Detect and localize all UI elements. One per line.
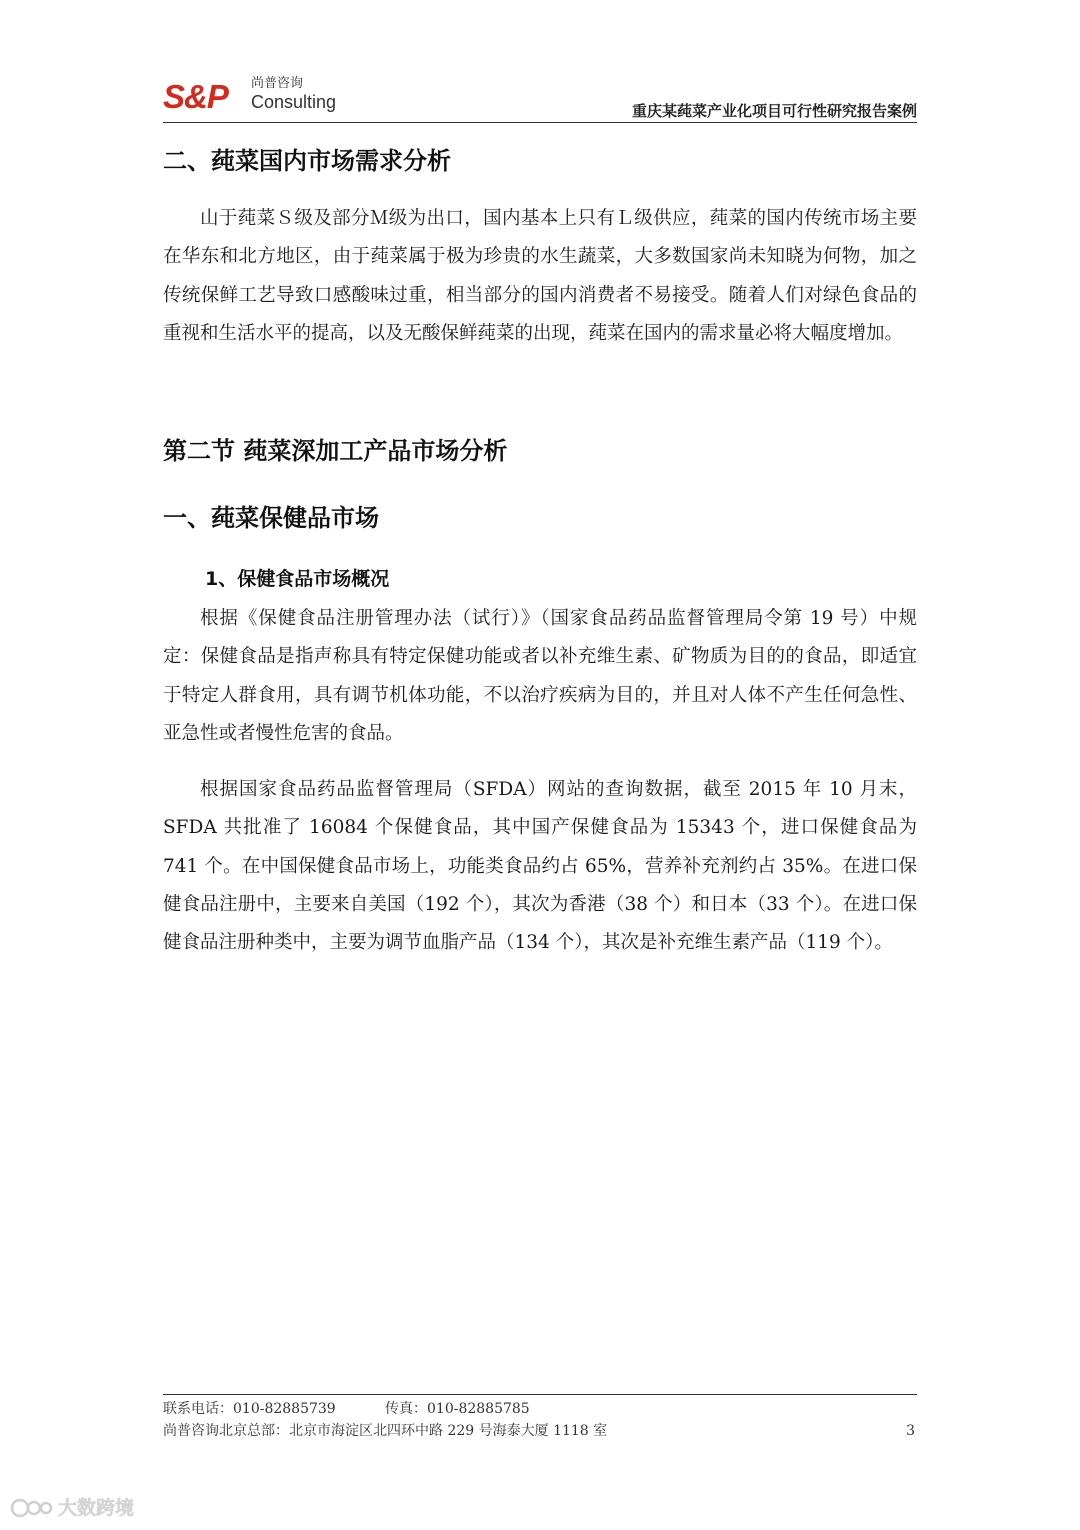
sp-consulting-logo (163, 76, 363, 116)
chapter-heading: 第二节 莼菜深加工产品市场分析 (163, 437, 508, 465)
page-number: 3 (906, 1423, 915, 1439)
footer-phone: 联系电话：010-82885739 (163, 1401, 336, 1417)
footer-fax: 传真：010-82885785 (385, 1401, 530, 1417)
header-divider (163, 122, 917, 123)
footer-divider (163, 1394, 917, 1395)
watermark-text: 大数跨境 (58, 1497, 135, 1519)
logo-chinese-name: 尚普咨询 (251, 76, 304, 91)
section-heading-health-products: 一、莼菜保健品市场 (163, 504, 379, 532)
paragraph-sfda-data: 根据国家食品药品监督管理局（SFDA）网站的查询数据，截至 2015 年 10 月末，SFDA 共批准了 16084 个保健食品，其中国产保健食品为 15343 个，进口保健食品为 741 个。在中国保健食品市场上，功能类食品约占 65%，营养补充剂约占 35%。在进口保健食品注册中，主要来自美国（192 个），其次为香港（38 个）和日本（33 个）。在进口保健食品注册种类中，主要为调节血脂产品（134 个），其次是补充维生素产品（119 个）。 (163, 779, 917, 954)
watermark (10, 1495, 160, 1521)
section-heading-domestic-demand: 二、莼菜国内市场需求分析 (163, 147, 451, 175)
report-title: 重庆某莼菜产业化项目可行性研究报告案例 (631, 102, 917, 120)
footer-address: 尚普咨询北京总部：北京市海淀区北四环中路 229 号海泰大厦 1118 室 (163, 1423, 608, 1439)
logo-english-name: Consulting (251, 92, 337, 112)
subsection-heading: 1、保健食品市场概况 (205, 568, 390, 590)
logo-mark: S&P (163, 78, 228, 115)
paragraph-domestic-demand: 山于莼菜Ｓ级及部分Ｍ级为出口，国内基本上只有Ｌ级供应，莼菜的国内传统市场主要在华东和北方地区，由于莼菜属于极为珍贵的水生蔬菜，大多数国家尚未知晓为何物，加之传统保鲜工艺导致口感酸味过重，相当部分的国内消费者不易接受。随着人们对绿色食品的重视和生活水平的提高，以及无酸保鲜莼菜的出现，莼菜在国内的需求量必将大幅度增加。 (163, 208, 917, 344)
watermark-logo-icon (10, 1497, 54, 1523)
paragraph-regulation: 根据《保健食品注册管理办法（试行）》（国家食品药品监督管理局令第 19 号）中规定：保健食品是指声称具有特定保健功能或者以补充维生素、矿物质为目的的食品，即适宜于特定人群食用，具有调节机体功能，不以治疗疾病为目的，并且对人体不产生任何急性、亚急性或者慢性危害的食品。 (163, 608, 917, 744)
